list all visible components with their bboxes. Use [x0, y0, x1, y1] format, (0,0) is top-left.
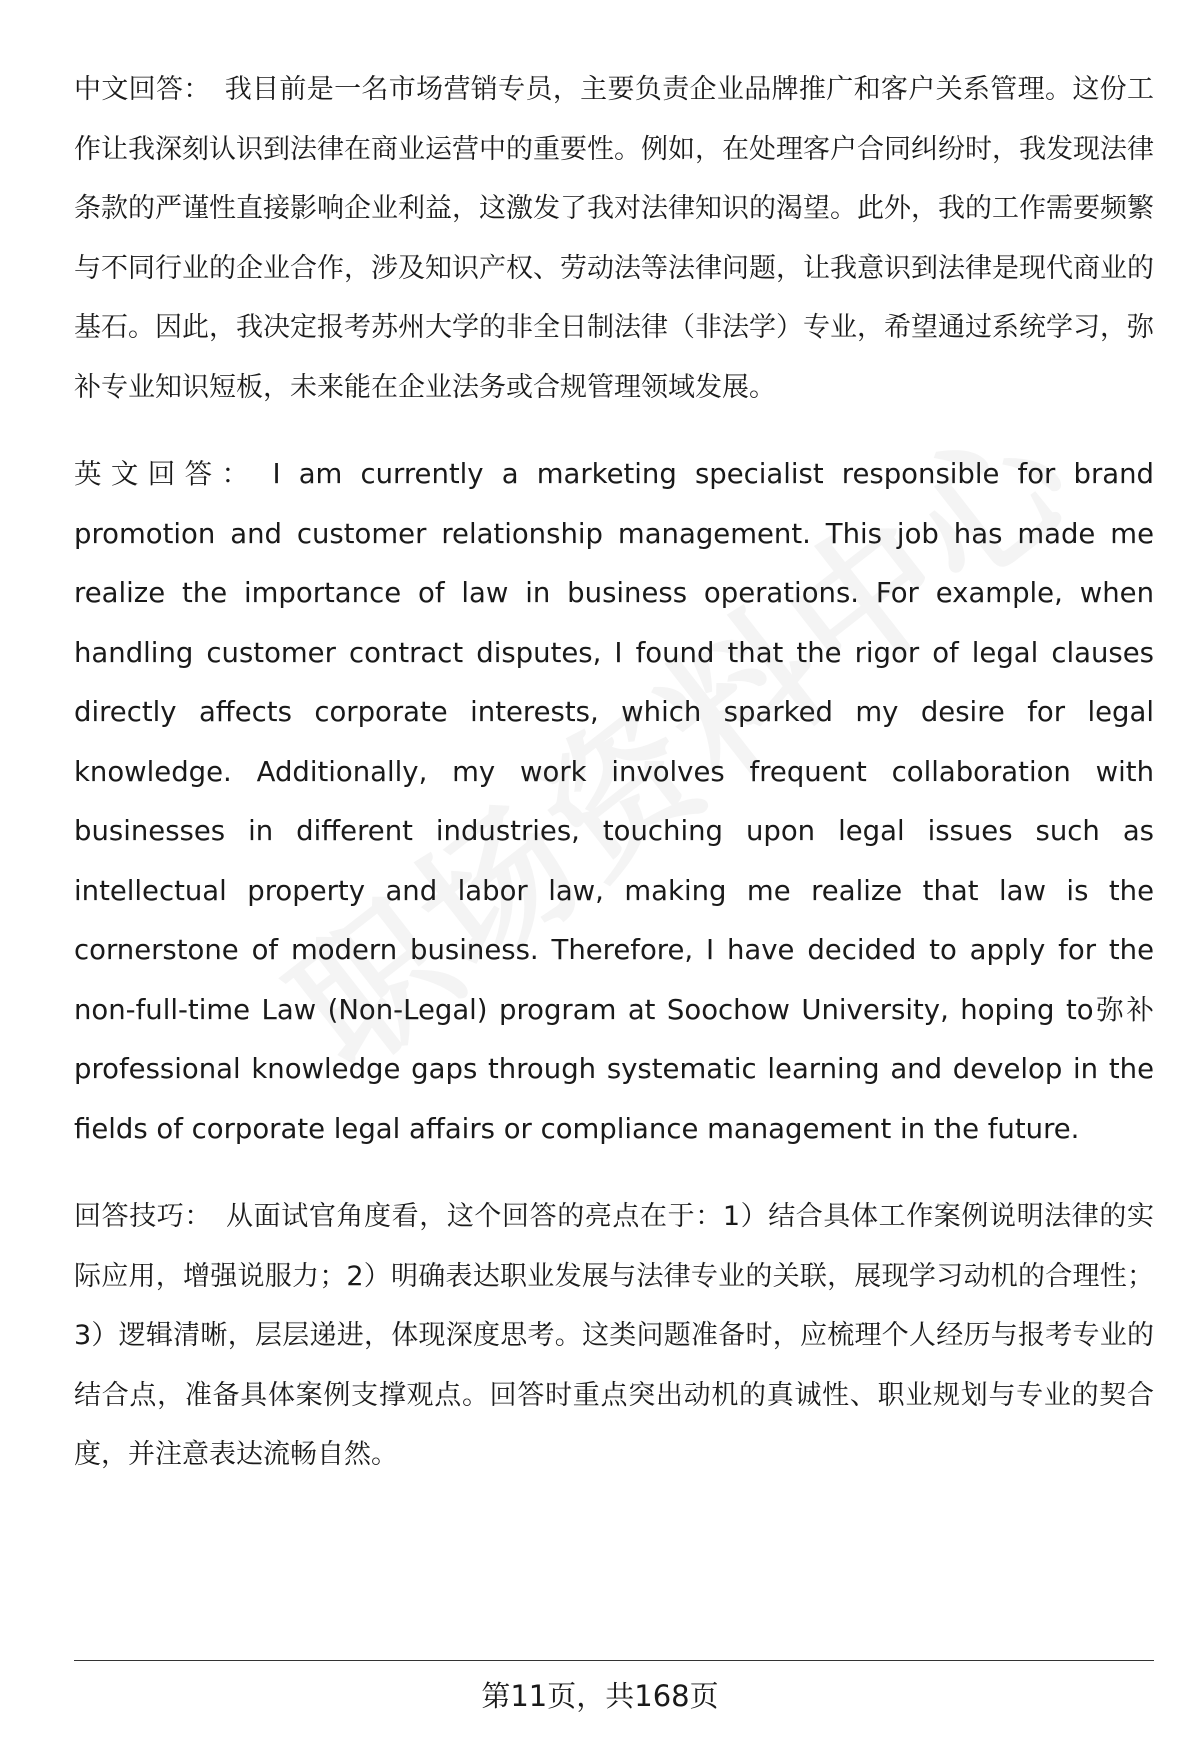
- chinese-answer-text: 我目前是一名市场营销专员，主要负责企业品牌推广和客户关系管理。这份工作让我深刻认识到法律在商业运营中的重要性。例如，在处理客户合同纠纷时，我发现法律条款的严谨性直接影响企业利益，这激发了我对法律知识的渴望。此外，我的工作需要频繁与不同行业的企业合作，涉及知识产权、劳动法等法律问题，让我意识到法律是现代商业的基石。因此，我决定报考苏州大学的非全日制法律（非法学）专业，希望通过系统学习，弥补专业知识短板，未来能在企业法务或合规管理领域发展。: [74, 74, 1155, 403]
- page-indicator: 第11页，共168页: [481, 1679, 719, 1713]
- english-answer-paragraph: [74, 445, 1154, 1159]
- english-answer-label: 英文回答：: [74, 458, 259, 490]
- chinese-answer-label: 中文回答：: [74, 74, 211, 105]
- document-body: [74, 60, 1154, 1513]
- answer-tips-text: 从面试官角度看，这个回答的亮点在于：1）结合具体工作案例说明法律的实际应用，增强说服力；2）明确表达职业发展与法律专业的关联，展现学习动机的合理性；3）逻辑清晰，层层递进，体现深度思考。这类问题准备时，应梳理个人经历与报考专业的结合点，准备具体案例支撑观点。回答时重点突出动机的真诚性、职业规划与专业的契合度，并注意表达流畅自然。: [74, 1201, 1155, 1470]
- english-answer-text: I am currently a marketing specialist responsible for brand promotion and customer relationship management. This job has made me realize the importance of law in business operations. For example, when handling customer contract disputes, I found that the rigor of legal clauses directly affects corporate interests, which sparked my desire for legal knowledge. Additionally, my work involves frequent collaboration with businesses in different industries, touching upon legal issues such as intellectual property and labor law, making me realize that law is the cornerstone of modern business. Therefore, I have decided to apply for the non-full-time Law (Non-Legal) program at Soochow University, hoping to弥补professional knowledge gaps through systematic learning and develop in the fields of corporate legal affairs or compliance management in the future.: [74, 458, 1154, 1145]
- answer-tips-label: 回答技巧：: [74, 1201, 213, 1232]
- footer-divider: [74, 1660, 1154, 1661]
- chinese-answer-paragraph: [74, 60, 1154, 417]
- answer-tips-paragraph: [74, 1187, 1154, 1485]
